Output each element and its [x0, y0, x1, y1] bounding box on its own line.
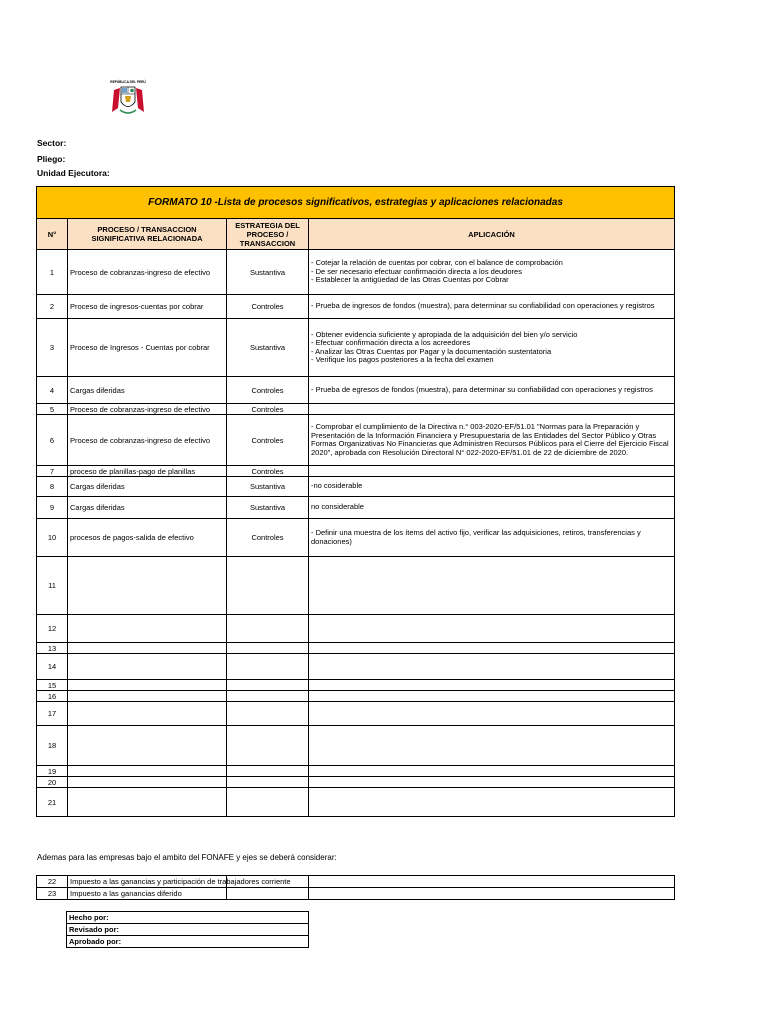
- row-estrategia: Controles: [227, 466, 309, 477]
- table-row: [37, 377, 675, 404]
- col-header-number: N°: [37, 219, 68, 250]
- row-aplicacion: [309, 557, 675, 615]
- row-aplicacion: [309, 643, 675, 654]
- row-proceso: proceso de planillas-pago de planillas: [68, 466, 227, 477]
- table-row: [37, 777, 675, 788]
- row-aplicacion: [309, 777, 675, 788]
- aplicacion-line: - Obtener evidencia suficiente y apropiada de la adquisición del bien y/o servicio: [311, 329, 578, 339]
- row-proceso: [68, 691, 227, 702]
- row-number: 14: [37, 654, 68, 680]
- table-row: [37, 643, 675, 654]
- row-proceso: [68, 557, 227, 615]
- table-row: [37, 497, 675, 519]
- aplicacion-line: - Verifique los pagos posteriores a la fecha del examen: [311, 355, 494, 364]
- row-number: 5: [37, 404, 68, 415]
- row-proceso: Cargas diferidas: [68, 377, 227, 404]
- row-aplicacion: [309, 250, 675, 295]
- row-estrategia: [227, 788, 309, 817]
- row-aplicacion: [309, 477, 675, 497]
- row-aplicacion: [309, 702, 675, 726]
- table-row: [37, 888, 675, 900]
- row-estrategia: Sustantiva: [227, 477, 309, 497]
- row-number: 18: [37, 726, 68, 766]
- hecho-por-label: Hecho por:: [67, 912, 309, 924]
- row-number: 12: [37, 615, 68, 643]
- row-aplicacion: [309, 654, 675, 680]
- row-estrategia: [227, 766, 309, 777]
- row-proceso: [68, 680, 227, 691]
- row-proceso: Cargas diferidas: [68, 497, 227, 519]
- aprobado-por-label: Aprobado por:: [67, 936, 309, 948]
- row-aplicacion: [309, 615, 675, 643]
- aplicacion-line: no considerable: [311, 502, 364, 512]
- table-row: [37, 466, 675, 477]
- table-row: [37, 250, 675, 295]
- row-estrategia: Controles: [227, 377, 309, 404]
- table-row: [37, 415, 675, 466]
- table-row: [37, 654, 675, 680]
- row-number: 19: [37, 766, 68, 777]
- aplicacion-line: - Cotejar la relación de cuentas por cobrar, con el balance de comprobación: [311, 258, 563, 268]
- table-row: [37, 680, 675, 691]
- table-row: [37, 519, 675, 557]
- aplicacion-line: - De ser necesario efectuar confirmación directa a los deudores: [311, 266, 522, 276]
- row-proceso: Cargas diferidas: [68, 477, 227, 497]
- row-number: 15: [37, 680, 68, 691]
- row-estrategia: [227, 726, 309, 766]
- row-estrategia: [227, 643, 309, 654]
- fonafe-table: [36, 875, 675, 900]
- row-number: 1: [37, 250, 68, 295]
- row-estrategia: Controles: [227, 519, 309, 557]
- row-number: 16: [37, 691, 68, 702]
- revisado-por-label: Revisado por:: [67, 924, 309, 936]
- row-proceso: [68, 615, 227, 643]
- row-aplicacion: [309, 788, 675, 817]
- row-proceso: [68, 788, 227, 817]
- sector-label: Sector:: [37, 138, 67, 148]
- row-number: 10: [37, 519, 68, 557]
- table-row: [37, 295, 675, 319]
- row-estrategia: [227, 691, 309, 702]
- row-aplicacion: [309, 876, 675, 888]
- table-row: [37, 691, 675, 702]
- col-header-aplicacion: APLICACIÓN: [309, 219, 675, 250]
- col-header-proceso: PROCESO / TRANSACCION SIGNIFICATIVA RELACIONADA: [68, 219, 227, 250]
- table-row: [37, 766, 675, 777]
- row-aplicacion: [309, 466, 675, 477]
- row-aplicacion: [309, 691, 675, 702]
- table-row: [37, 477, 675, 497]
- pliego-label: Pliego:: [37, 154, 66, 164]
- row-estrategia: [227, 888, 309, 900]
- row-aplicacion: [309, 415, 675, 466]
- row-aplicacion: [309, 497, 675, 519]
- aplicacion-line: - Establecer la antigüedad de las Otras Cuentas por Cobrar: [311, 275, 509, 285]
- row-estrategia: [227, 680, 309, 691]
- table-row: [37, 404, 675, 415]
- row-aplicacion: [309, 295, 675, 319]
- aplicacion-line: - Analizar las Otras Cuentas por Pagar y la documentación sustentatoria: [311, 346, 552, 356]
- row-aplicacion: [309, 319, 675, 377]
- row-number: 6: [37, 415, 68, 466]
- row-proceso: [68, 777, 227, 788]
- row-number: 2: [37, 295, 68, 319]
- row-estrategia: Controles: [227, 415, 309, 466]
- row-number: 4: [37, 377, 68, 404]
- table-row: [37, 615, 675, 643]
- aplicacion-line: - Definir una muestra de los ítems del activo fijo, verificar las adquisiciones, retiros, transferencias y donaciones): [311, 528, 643, 546]
- table-body: [37, 250, 675, 817]
- row-estrategia: [227, 654, 309, 680]
- row-estrategia: Sustantiva: [227, 497, 309, 519]
- row-proceso: Proceso de cobranzas-ingreso de efectivo: [68, 415, 227, 466]
- row-aplicacion: [309, 888, 675, 900]
- table-row: [37, 557, 675, 615]
- row-proceso: [68, 702, 227, 726]
- row-estrategia: Controles: [227, 295, 309, 319]
- aplicacion-line: - Prueba de egresos de fondos (muestra), para determinar su confiabilidad con operaciones y registros: [311, 384, 653, 394]
- col-header-estrategia: ESTRATEGIA DEL PROCESO / TRANSACCION: [227, 219, 309, 250]
- row-number: 11: [37, 557, 68, 615]
- table-row: [37, 726, 675, 766]
- row-aplicacion: [309, 404, 675, 415]
- row-number: 17: [37, 702, 68, 726]
- peru-coat-of-arms-icon: [108, 78, 148, 118]
- signature-table: [66, 911, 309, 948]
- row-proceso: procesos de pagos-salida de efectivo: [68, 519, 227, 557]
- row-proceso: [68, 726, 227, 766]
- row-estrategia: [227, 777, 309, 788]
- row-number: 13: [37, 643, 68, 654]
- row-estrategia: [227, 702, 309, 726]
- aplicacion-line: - Prueba de ingresos de fondos (muestra), para determinar su confiabilidad con operaciones y registros: [311, 301, 655, 311]
- row-proceso: Proceso de cobranzas-ingreso de efectivo: [68, 250, 227, 295]
- row-proceso: [68, 643, 227, 654]
- row-number: 21: [37, 788, 68, 817]
- row-number: 7: [37, 466, 68, 477]
- row-proceso: [68, 766, 227, 777]
- table-row: [37, 702, 675, 726]
- row-estrategia: [227, 557, 309, 615]
- table-row: [37, 788, 675, 817]
- row-estrategia: Sustantiva: [227, 250, 309, 295]
- unidad-ejecutora-label: Unidad Ejecutora:: [37, 168, 110, 178]
- row-number: 9: [37, 497, 68, 519]
- row-proceso: Impuesto a las ganancias y participación de trabajadores corriente: [68, 876, 227, 888]
- row-proceso: Proceso de ingresos-cuentas por cobrar: [68, 295, 227, 319]
- crest-caption: REPÚBLICA DEL PERÚ: [110, 80, 146, 84]
- table-title: FORMATO 10 -Lista de procesos significativos, estrategias y aplicaciones relacionadas: [37, 187, 675, 219]
- row-proceso: Impuesto a las ganancias diferido: [68, 888, 227, 900]
- row-number: 3: [37, 319, 68, 377]
- row-estrategia: Controles: [227, 404, 309, 415]
- row-aplicacion: [309, 377, 675, 404]
- table-row: [37, 876, 675, 888]
- aplicacion-line: - Comprobar el cumplimiento de la Directiva n.° 003-2020-EF/51.01 "Normas para la Preparación y Presentación de la Información Financiera y Presupuestaria de las Entidades del Sector Público y Otras Formas Organizativas No Financieras que Administren Recursos Públicos para el Cierre del Ejercicio Fiscal 2020", aprobada con Resolución Directoral N° 022-2020-EF/51.01 de 22 de diciembre de 2020.: [311, 422, 671, 457]
- aplicacion-line: -no cosiderable: [311, 481, 363, 491]
- row-number: 20: [37, 777, 68, 788]
- row-proceso: Proceso de cobranzas-ingreso de efectivo: [68, 404, 227, 415]
- row-aplicacion: [309, 519, 675, 557]
- aplicacion-line: - Efectuar confirmación directa a los acreedores: [311, 338, 471, 347]
- row-aplicacion: [309, 726, 675, 766]
- row-number: 8: [37, 477, 68, 497]
- row-aplicacion: [309, 766, 675, 777]
- row-number: 23: [37, 888, 68, 900]
- fonafe-note: Ademas para las empresas bajo el ambito del FONAFE y ejes se deberá considerar:: [37, 853, 337, 862]
- row-aplicacion: [309, 680, 675, 691]
- row-estrategia: [227, 615, 309, 643]
- row-proceso: [68, 654, 227, 680]
- processes-table: [36, 186, 675, 817]
- row-proceso: Proceso de Ingresos - Cuentas por cobrar: [68, 319, 227, 377]
- row-number: 22: [37, 876, 68, 888]
- table-row: [37, 319, 675, 377]
- row-estrategia: Sustantiva: [227, 319, 309, 377]
